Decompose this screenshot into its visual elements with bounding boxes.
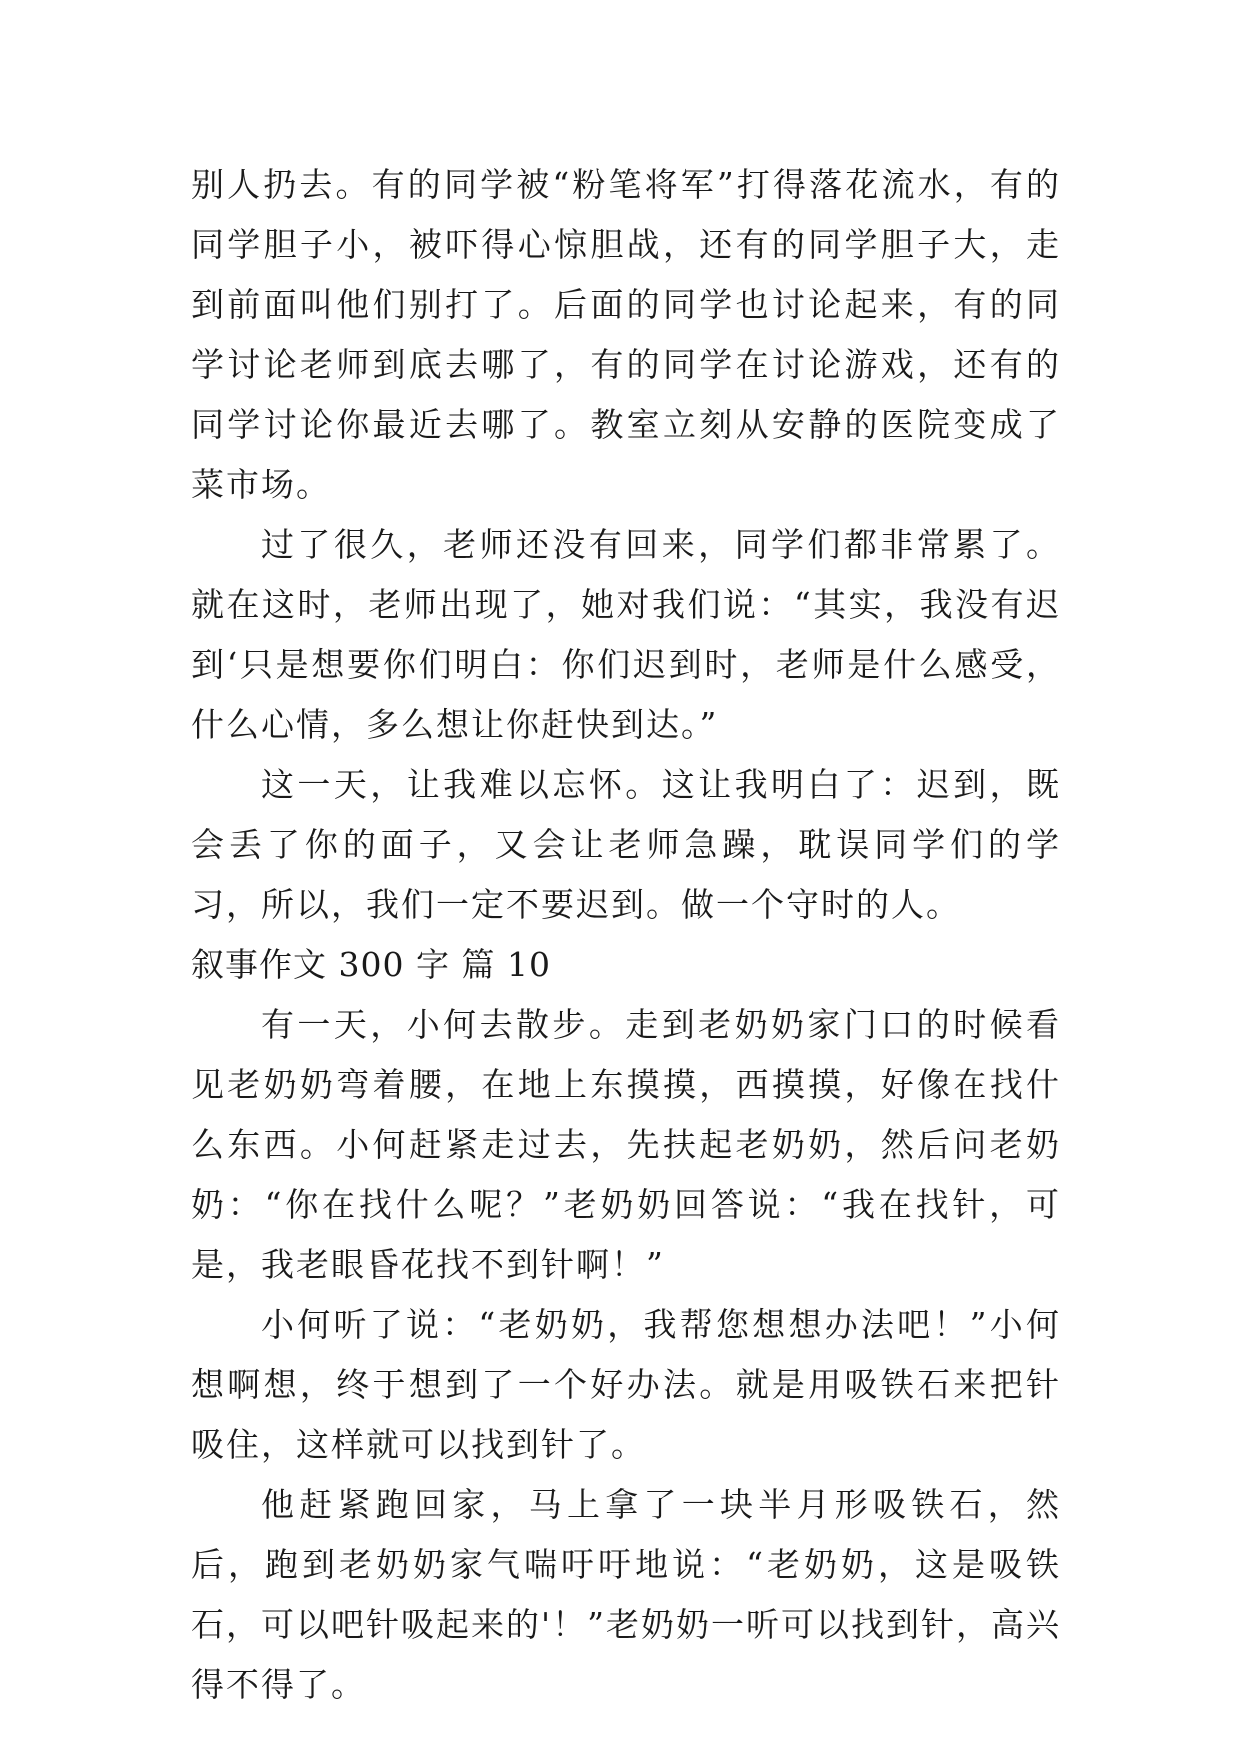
paragraph-6: 他赶紧跑回家，马上拿了一块半月形吸铁石，然后，跑到老奶奶家气喘吁吁地说：“老奶奶，这是吸铁石，可以吧针吸起来的'！”老奶奶一听可以找到针，高兴得不得了。 — [191, 1485, 1061, 1704]
paragraph-1: 别人扔去。有的同学被“粉笔将军”打得落花流水，有的同学胆子小，被吓得心惊胆战，还有的同学胆子大，走到前面叫他们别打了。后面的同学也讨论起来，有的同学讨论老师到底去哪了，有的同学在讨论游戏，还有的同学讨论你最近去哪了。教室立刻从安静的医院变成了菜市场。 — [191, 165, 1061, 504]
paragraph-4: 有一天，小何去散步。走到老奶奶家门口的时候看见老奶奶弯着腰，在地上东摸摸，西摸摸，好像在找什么东西。小何赶紧走过去，先扶起老奶奶，然后问老奶奶：“你在找什么呢？”老奶奶回答说：“我在找针，可是，我老眼昏花找不到针啊！” — [191, 1005, 1061, 1284]
paragraph-2: 过了很久，老师还没有回来，同学们都非常累了。就在这时，老师出现了，她对我们说：“其实，我没有迟到‘只是想要你们明白：你们迟到时，老师是什么感受，什么心情，多么想让你赶快到达。” — [191, 525, 1061, 744]
document-page — [191, 155, 1061, 1715]
paragraph-5: 小何听了说：“老奶奶，我帮您想想办法吧！”小何想啊想，终于想到了一个好办法。就是用吸铁石来把针吸住，这样就可以找到针了。 — [191, 1305, 1061, 1464]
paragraph-3: 这一天，让我难以忘怀。这让我明白了：迟到，既会丢了你的面子，又会让老师急躁，耽误同学们的学习，所以，我们一定不要迟到。做一个守时的人。 — [191, 765, 1061, 924]
section-heading: 叙事作文 300 字 篇 10 — [191, 945, 551, 984]
